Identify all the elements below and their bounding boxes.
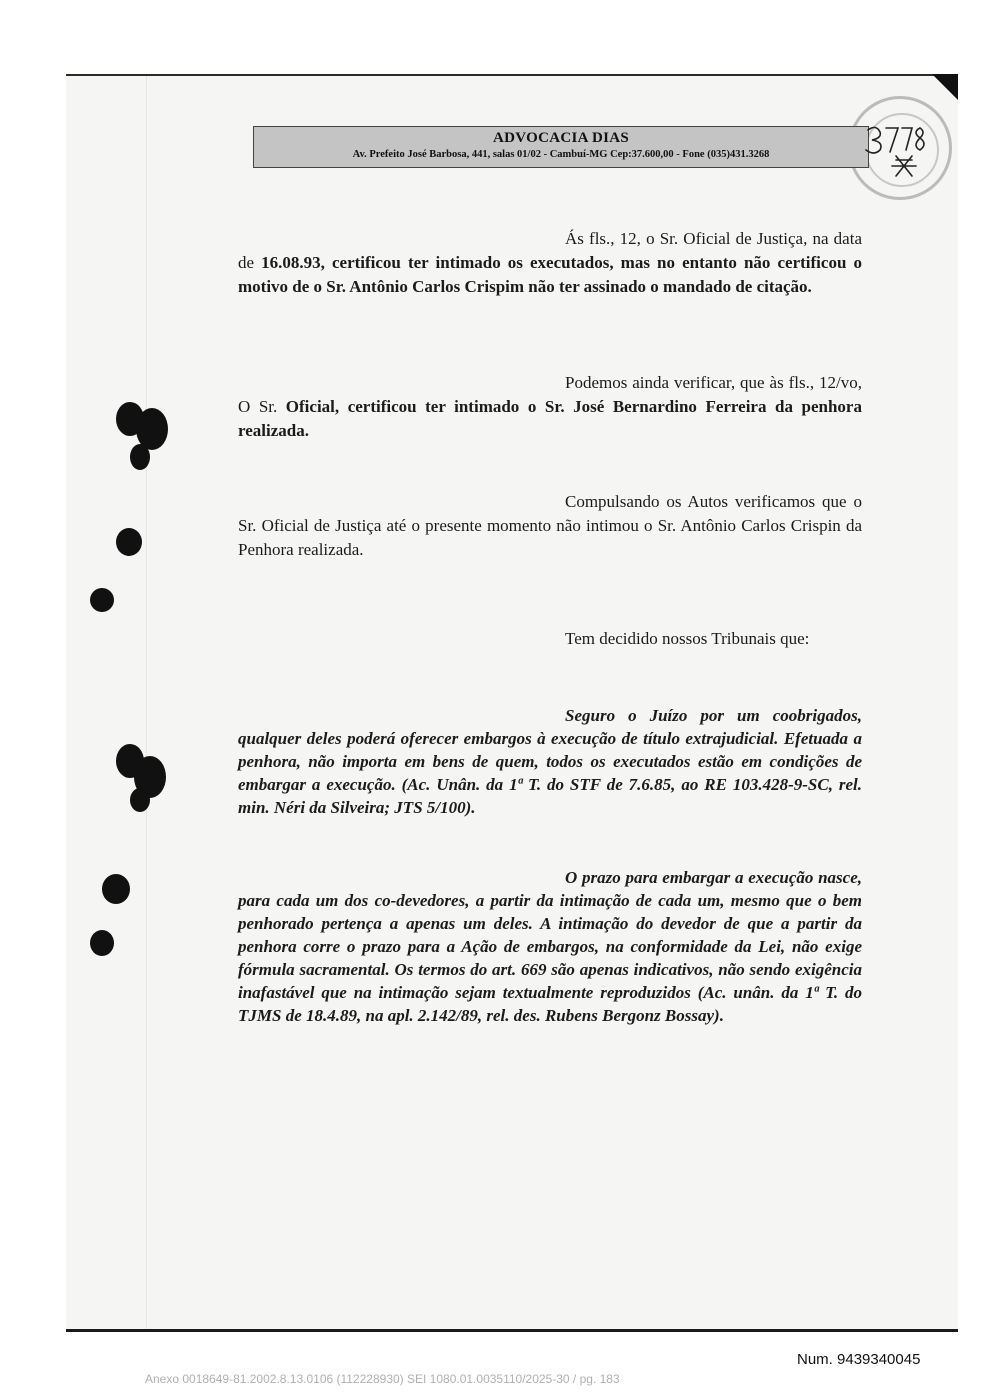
paragraph-1 <box>238 227 862 299</box>
paragraph-3: Compulsando os Autos verificamos que o Sr. Oficial de Justiça até o presente momento não intimou o Sr. Antônio Carlos Crispin da Penhora realizada. <box>238 492 862 559</box>
firm-name: ADVOCACIA DIAS <box>493 130 629 146</box>
quote-1: Seguro o Juízo por um coobrigados, qualquer deles poderá oferecer embargos à execução de título extrajudicial. Efetuada a penhora, não importa em bens de quem, todos os executados estão em condições de embargar a execução. (Ac. Unân. da 1ª T. do STF de 7.6.85, ao RE 103.428-9-SC, rel. min. Néri da Silveira; JTS 5/100). <box>238 706 862 817</box>
punch-hole <box>102 874 130 904</box>
scan-edge-bottom <box>66 1329 958 1332</box>
paragraph-1-text: Ás fls., 12, o Sr. Oficial de Justiça, na data de <box>238 229 862 272</box>
scan-corner <box>932 74 958 100</box>
letterhead <box>253 126 869 168</box>
paragraph-2 <box>238 371 862 443</box>
quote-2: O prazo para embargar a execução nasce, para cada um dos co-devedores, a partir da intimação de cada um, mesmo que o bem penhorado pertença a apenas um deles. A intimação do devedor de que a partir da penhora corre o prazo para a Ação de embargos, na conformidade da Lei, não exige fórmula sacramental. Os termos do art. 669 são apenas indicativos, não sendo exigência inafastável que na intimação sejam textualmente reproduzidos (Ac. unân. da 1ª T. do TJMS de 18.4.89, na apl. 2.142/89, rel. des. Rubens Bergonz Bossay). <box>238 868 862 1025</box>
paragraph-4: Tem decidido nossos Tribunais que: <box>565 629 810 648</box>
paragraph-2-bold: Oficial, certificou ter intimado o Sr. José Bernardino Ferreira da penhora realizada. <box>238 397 862 440</box>
footer-reference: Anexo 0018649-81.2002.8.13.0106 (112228930) SEI 1080.01.0035110/2025-30 / pg. 183 <box>145 1372 620 1386</box>
scan-edge-top <box>66 74 958 76</box>
punch-hole <box>116 528 142 556</box>
punch-hole <box>130 788 150 812</box>
paragraph-2-text: Podemos ainda verificar, que às fls., 12/vo, O Sr. <box>238 373 862 416</box>
punch-hole <box>90 588 114 612</box>
firm-address: Av. Prefeito José Barbosa, 441, salas 01/02 - Cambuí-MG Cep:37.600,00 - Fone (035)431.3268 <box>352 149 770 160</box>
document-body <box>238 227 862 1027</box>
paragraph-1-bold: 16.08.93, certificou ter intimado os executados, mas no entanto não certificou o motivo de o Sr. Antônio Carlos Crispim não ter assinado o mandado de citação. <box>238 253 862 296</box>
document-number: Num. 9439340045 <box>797 1351 921 1368</box>
punch-hole <box>90 930 114 956</box>
page-fold <box>146 74 147 1332</box>
punch-hole <box>130 444 150 470</box>
handwritten-page-number <box>862 122 932 178</box>
